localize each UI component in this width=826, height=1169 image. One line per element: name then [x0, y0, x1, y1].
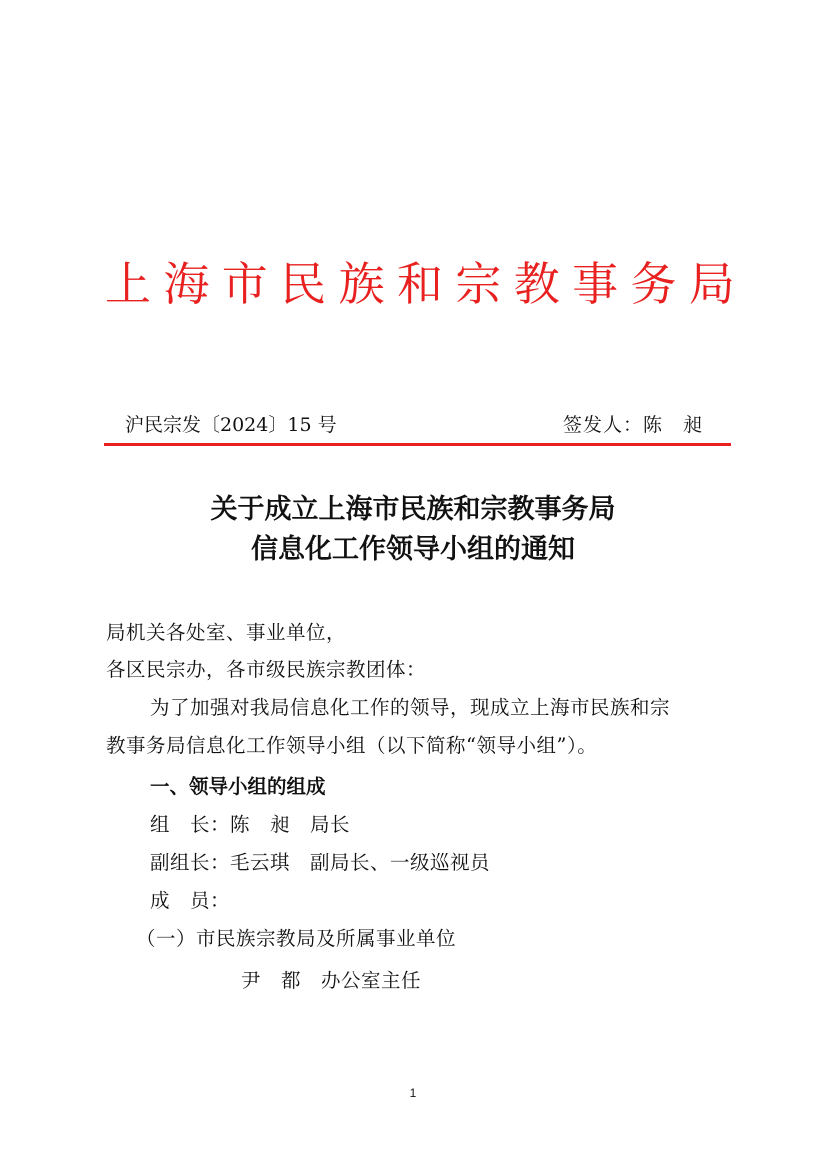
org-char: 和 [396, 257, 443, 311]
org-char: 宗 [455, 257, 502, 311]
org-char: 务 [630, 257, 677, 311]
members-label: 成 员： [150, 889, 231, 912]
org-char: 海 [163, 257, 210, 311]
page-number: 1 [409, 1086, 417, 1100]
deputy-leader-line: 副组长：毛云琪 副局长、一级巡视员 [150, 851, 491, 874]
org-char: 族 [338, 257, 385, 311]
leader-line: 组 长：陈 昶 局长 [150, 813, 351, 836]
document-title-line-1: 关于成立上海市民族和宗教事务局 [210, 494, 616, 525]
org-char: 教 [513, 257, 560, 311]
document-title-line-2: 信息化工作领导小组的通知 [251, 534, 575, 565]
org-char: 事 [572, 257, 619, 311]
document-number: 沪民宗发〔2024〕15 号 [125, 414, 337, 436]
recipients-line-2: 各区民宗办，各市级民族宗教团体： [106, 658, 427, 681]
section-heading: 一、领导小组的组成 [150, 775, 326, 798]
org-char: 市 [221, 257, 268, 311]
paragraph-1-line-2: 教事务局信息化工作领导小组（以下简称“领导小组”）。 [106, 734, 598, 757]
org-char: 上 [105, 257, 151, 311]
signer: 签发人：陈 昶 [563, 414, 704, 436]
subsection-heading: （一）市民族宗教局及所属事业单位 [136, 927, 457, 950]
issuing-organization-header [105, 246, 735, 322]
member-line: 尹 都 办公室主任 [241, 969, 422, 992]
org-char: 民 [280, 257, 327, 311]
paragraph-1-line-1: 为了加强对我局信息化工作的领导，现成立上海市民族和宗 [150, 696, 671, 719]
red-divider-line [104, 443, 731, 446]
org-char: 局 [688, 257, 735, 311]
recipients-line-1: 局机关各处室、事业单位， [106, 621, 347, 644]
